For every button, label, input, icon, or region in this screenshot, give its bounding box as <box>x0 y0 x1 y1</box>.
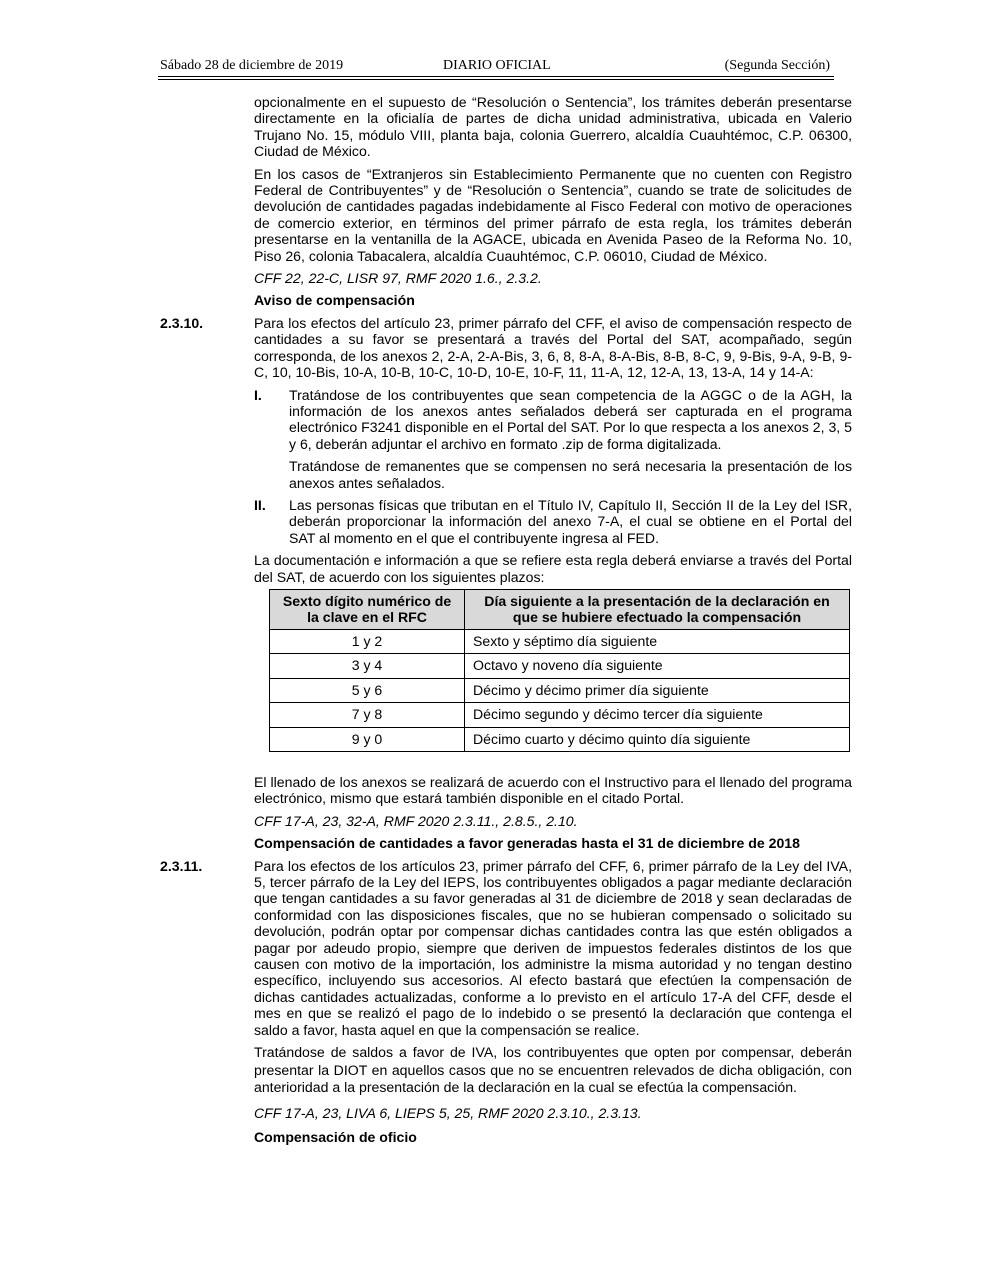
rule-heading: Aviso de compensación <box>254 292 415 309</box>
table-cell: Décimo segundo y décimo tercer día siguiente <box>465 703 850 727</box>
table-cell: Décimo y décimo primer día siguiente <box>465 678 850 702</box>
paragraph: Tratándose de saldos a favor de IVA, los contribuyentes que opten por compensar, deberán presentar la DIOT en aquellos casos que no se encuentren relevados de dicha obligación, con anterioridad a la presentación de la declaración en la cual se efectúa la compensación. <box>254 1044 852 1096</box>
list-item-text: Tratándose de los contribuyentes que sean competencia de la AGGC o de la AGH, la información de los anexos antes señalados deberá ser capturada en el programa electrónico F3241 disponible en el Portal del SAT. Por lo que respecta a los anexos 2, 3, 5 y 6, deberán adjuntar el archivo en formato .zip de forma digitalizada. <box>289 386 852 452</box>
rule-number: 2.3.10. <box>160 314 204 331</box>
table-cell: 1 y 2 <box>270 629 465 653</box>
table-row <box>270 727 850 751</box>
rule-text: Para los efectos del artículo 23, primer párrafo del CFF, el aviso de compensación respecto de cantidades a su favor se presentará a través del Portal del SAT, acompañado, según corresponda, de los anexos 2, 2-A, 2-A-Bis, 3, 6, 8, 8-A, 8-A-Bis, 8-B, 8-C, 9, 9-Bis, 9-A, 9-B, 9-C, 10, 10-Bis, 10-A, 10-B, 10-C, 10-D, 10-E, 10-F, 11, 11-A, 12, 12-A, 13, 13-A, 14 y 14-A: <box>254 314 852 381</box>
rule-number: 2.3.11. <box>160 857 203 874</box>
rule-2-3-11 <box>160 858 852 1038</box>
list-item <box>254 387 852 453</box>
table-cell: Décimo cuarto y décimo quinto día siguiente <box>465 727 850 751</box>
table-cell: Octavo y noveno día siguiente <box>465 654 850 678</box>
page-header <box>160 58 832 76</box>
list-item-number: I. <box>254 386 262 403</box>
rule-heading: Compensación de oficio <box>254 1129 417 1145</box>
table-cell: Sexto y séptimo día siguiente <box>465 629 850 653</box>
table-row <box>270 629 850 653</box>
table-header-row <box>270 589 850 629</box>
table-header-cell: Día siguiente a la presentación de la declaración en que se hubiere efectuado la compensación <box>465 589 850 629</box>
list-item-number: II. <box>254 496 266 513</box>
header-rule-top <box>158 76 834 77</box>
paragraph: opcionalmente en el supuesto de “Resolución o Sentencia”, los trámites deberán presentarse directamente en la oficialía de partes de dicha unidad administrativa, ubicada en Valerio Trujano No. 15, módulo VIII, planta baja, colonia Guerrero, alcaldía Cuauhtémoc, C.P. 06300, Ciudad de México. <box>254 94 852 160</box>
legal-citation: CFF 22, 22-C, LISR 97, RMF 2020 1.6., 2.3.2. <box>254 270 542 287</box>
page-content <box>160 94 852 1151</box>
list-item <box>254 497 852 546</box>
rule-2-3-10 <box>160 315 852 381</box>
header-section: (Segunda Sección) <box>724 58 830 73</box>
header-title: DIARIO OFICIAL <box>443 58 551 73</box>
table-row <box>270 703 850 727</box>
table-header-cell: Sexto dígito numérico de la clave en el RFC <box>270 589 465 629</box>
paragraph: La documentación e información a que se refiere esta regla deberá enviarse a través del Portal del SAT, de acuerdo con los siguientes plazos: <box>254 552 852 585</box>
header-rule-bottom <box>158 79 834 80</box>
legal-citation: CFF 17-A, 23, 32-A, RMF 2020 2.3.11., 2.8.5., 2.10. <box>254 812 578 829</box>
paragraph: En los casos de “Extranjeros sin Establecimiento Permanente que no cuenten con Registro Federal de Contribuyentes” y de “Resolución o Sentencia”, cuando se trate de solicitudes de devolución de cantidades pagadas indebidamente al Fisco Federal con motivo de operaciones de comercio exterior, en términos del primer párrafo de esta regla, los trámites deberán presentarse en la ventanilla de la AGACE, ubicada en Avenida Paseo de la Reforma No. 10, Piso 26, colonia Tabacalera, alcaldía Cuauhtémoc, C.P. 06010, Ciudad de México. <box>254 165 852 264</box>
table-row <box>270 678 850 702</box>
table-row <box>270 654 850 678</box>
list-item-continuation: Tratándose de remanentes que se compensen no será necesaria la presentación de los anexos antes señalados. <box>289 458 852 491</box>
paragraph: El llenado de los anexos se realizará de acuerdo con el Instructivo para el llenado del programa electrónico, mismo que estará también disponible en el citado Portal. <box>254 774 852 807</box>
table-cell: 9 y 0 <box>270 727 465 751</box>
legal-citation: CFF 17-A, 23, LIVA 6, LIEPS 5, 25, RMF 2020 2.3.10., 2.3.13. <box>254 1104 642 1121</box>
rule-heading: Compensación de cantidades a favor generadas hasta el 31 de diciembre de 2018 <box>254 835 800 852</box>
deadline-table <box>269 589 850 752</box>
table-cell: 7 y 8 <box>270 703 465 727</box>
table-cell: 3 y 4 <box>270 654 465 678</box>
header-date: Sábado 28 de diciembre de 2019 <box>160 58 344 73</box>
table-cell: 5 y 6 <box>270 678 465 702</box>
list-item-text: Las personas físicas que tributan en el Título IV, Capítulo II, Sección II de la Ley del ISR, deberán proporcionar la información del anexo 7-A, el cual se obtiene en el Portal del SAT al momento en el que el contribuyente ingresa al FED. <box>289 496 852 546</box>
rule-text: Para los efectos de los artículos 23, primer párrafo del CFF, 6, primer párrafo de la Ley del IVA, 5, tercer párrafo de la Ley del IEPS, los contribuyentes obligados a pagar mediante declaración que tengan cantidades a su favor generadas al 31 de diciembre de 2018 y sean declaradas de conformidad con las disposiciones fiscales, que no se hubieran compensado o solicitado su devolución, podrán optar por compensar dichas cantidades contra las que estén obligados a pagar por adeudo propio, siempre que deriven de impuestos federales distintos de los que causen con motivo de la importación, los administre la misma autoridad y no tengan destino específico, incluyendo sus accesorios. Al efecto bastará que efectúen la compensación de dichas cantidades actualizadas, conforme a lo previsto en el artículo 17-A del CFF, desde el mes en que se realizó el pago de lo indebido o se presentó la declaración que contenga el saldo a favor, hasta aquel en que la compensación se realice. <box>254 857 852 1038</box>
